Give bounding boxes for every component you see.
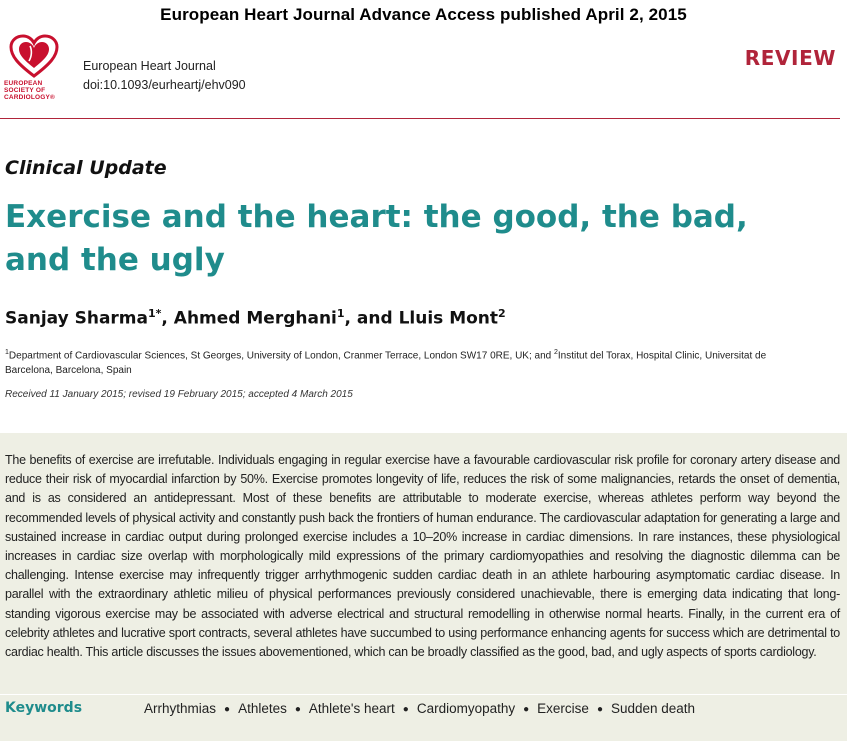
author-name[interactable]: Sanjay Sharma	[5, 308, 148, 329]
affiliation-text: Department of Cardiovascular Sciences, St Georges, University of London, Cranmer Terrace, London SW17 0RE, UK; and	[8, 350, 554, 362]
title-line: and the ugly	[5, 242, 225, 278]
author-mark: 1	[336, 307, 345, 320]
title-line: Exercise and the heart: the good, the bad,	[5, 199, 748, 235]
author-separator: , and	[344, 308, 399, 329]
article-type-label: REVIEW	[744, 46, 836, 70]
journal-info	[83, 57, 246, 95]
logo-line: CARDIOLOGY®	[4, 94, 56, 101]
header-divider	[0, 118, 840, 119]
abstract-text: The benefits of exercise are irrefutable. Individuals engaging in regular exercise have a favourable cardiovascular risk profile for coronary artery disease and reduce their risk of myocardial infarction by 50%. Exercise promotes longevity of life, reduces the risk of some malignancies, retards the onset of dementia, and is as considered an antidepressant. Most of these benefits are attributable to moderate exercise, whereas athletes perform way beyond the recommended levels of physical activity and constantly push back the frontiers of human endurance. The cardiovascular adaptation for generating a large and sustained increase in cardiac output during prolonged exercise includes a 10–20% increase in cardiac dimensions. In rare instances, these physiological increases in cardiac size overlap with morphologically mild expressions of the primary cardiomyopathies and resolving the diagnostic dilemma can be challenging. Intense exercise may infrequently trigger arrhythmogenic sudden cardiac death in an athlete harbouring asymptomatic cardiac disease. In parallel with the extraordinary athletic milieu of physical performances previously considered unachievable, there is emerging data indicating that long-standing vigorous exercise may be associated with adverse electrical and structural remodelling in otherwise normal hearts. Finally, in the current era of celebrity athletes and lucrative sport contracts, several athletes have succumbed to using performance enhancing agents for success which are detrimental to cardiac health. This article discusses the issues abovementioned, which can be broadly classified as the good, bad, and ugly aspects of sports cardiology.	[5, 453, 840, 660]
affiliation-mark: 2	[553, 349, 558, 356]
author-list	[5, 307, 506, 329]
bullet-icon: ●	[224, 703, 231, 715]
publication-dates: Received 11 January 2015; revised 19 February 2015; accepted 4 March 2015	[5, 389, 353, 400]
affiliation-mark: 1	[5, 349, 9, 356]
logo-line: SOCIETY OF	[4, 87, 46, 94]
esc-logo	[4, 34, 64, 112]
bullet-icon: ●	[294, 703, 301, 715]
keywords-divider	[0, 694, 847, 695]
keyword[interactable]: Sudden death	[610, 701, 696, 716]
heart-logo-icon	[8, 34, 60, 80]
author-name[interactable]: Ahmed Merghani	[173, 308, 337, 329]
bullet-icon: ●	[523, 703, 530, 715]
keywords-label: Keywords	[5, 700, 83, 716]
advance-access-banner: European Heart Journal Advance Access published April 2, 2015	[160, 5, 687, 24]
keyword[interactable]: Exercise	[537, 701, 589, 716]
keyword[interactable]: Athletes	[238, 701, 287, 716]
keyword[interactable]: Arrhythmias	[144, 701, 217, 716]
author-mark: 1*	[147, 307, 162, 320]
affiliations	[5, 345, 805, 378]
journal-name: European Heart Journal	[83, 59, 216, 73]
subsection-heading: Clinical Update	[5, 157, 167, 179]
bullet-icon: ●	[596, 703, 603, 715]
bullet-icon: ●	[402, 703, 409, 715]
doi[interactable]: doi:10.1093/eurheartj/ehv090	[83, 78, 246, 92]
author-mark: 2	[498, 307, 506, 320]
keyword[interactable]: Athlete's heart	[308, 701, 395, 716]
esc-logo-text	[4, 80, 64, 101]
affiliation-text: Institut del Torax, Hospital Clinic, Universitat de Barcelona, Barcelona, Spain	[5, 350, 767, 377]
author-name[interactable]: Lluis Mont	[398, 308, 499, 329]
article-title	[5, 196, 835, 282]
logo-line: EUROPEAN	[4, 80, 43, 87]
keyword[interactable]: Cardiomyopathy	[416, 701, 516, 716]
keyword-list	[144, 701, 695, 716]
author-separator: ,	[161, 308, 174, 329]
